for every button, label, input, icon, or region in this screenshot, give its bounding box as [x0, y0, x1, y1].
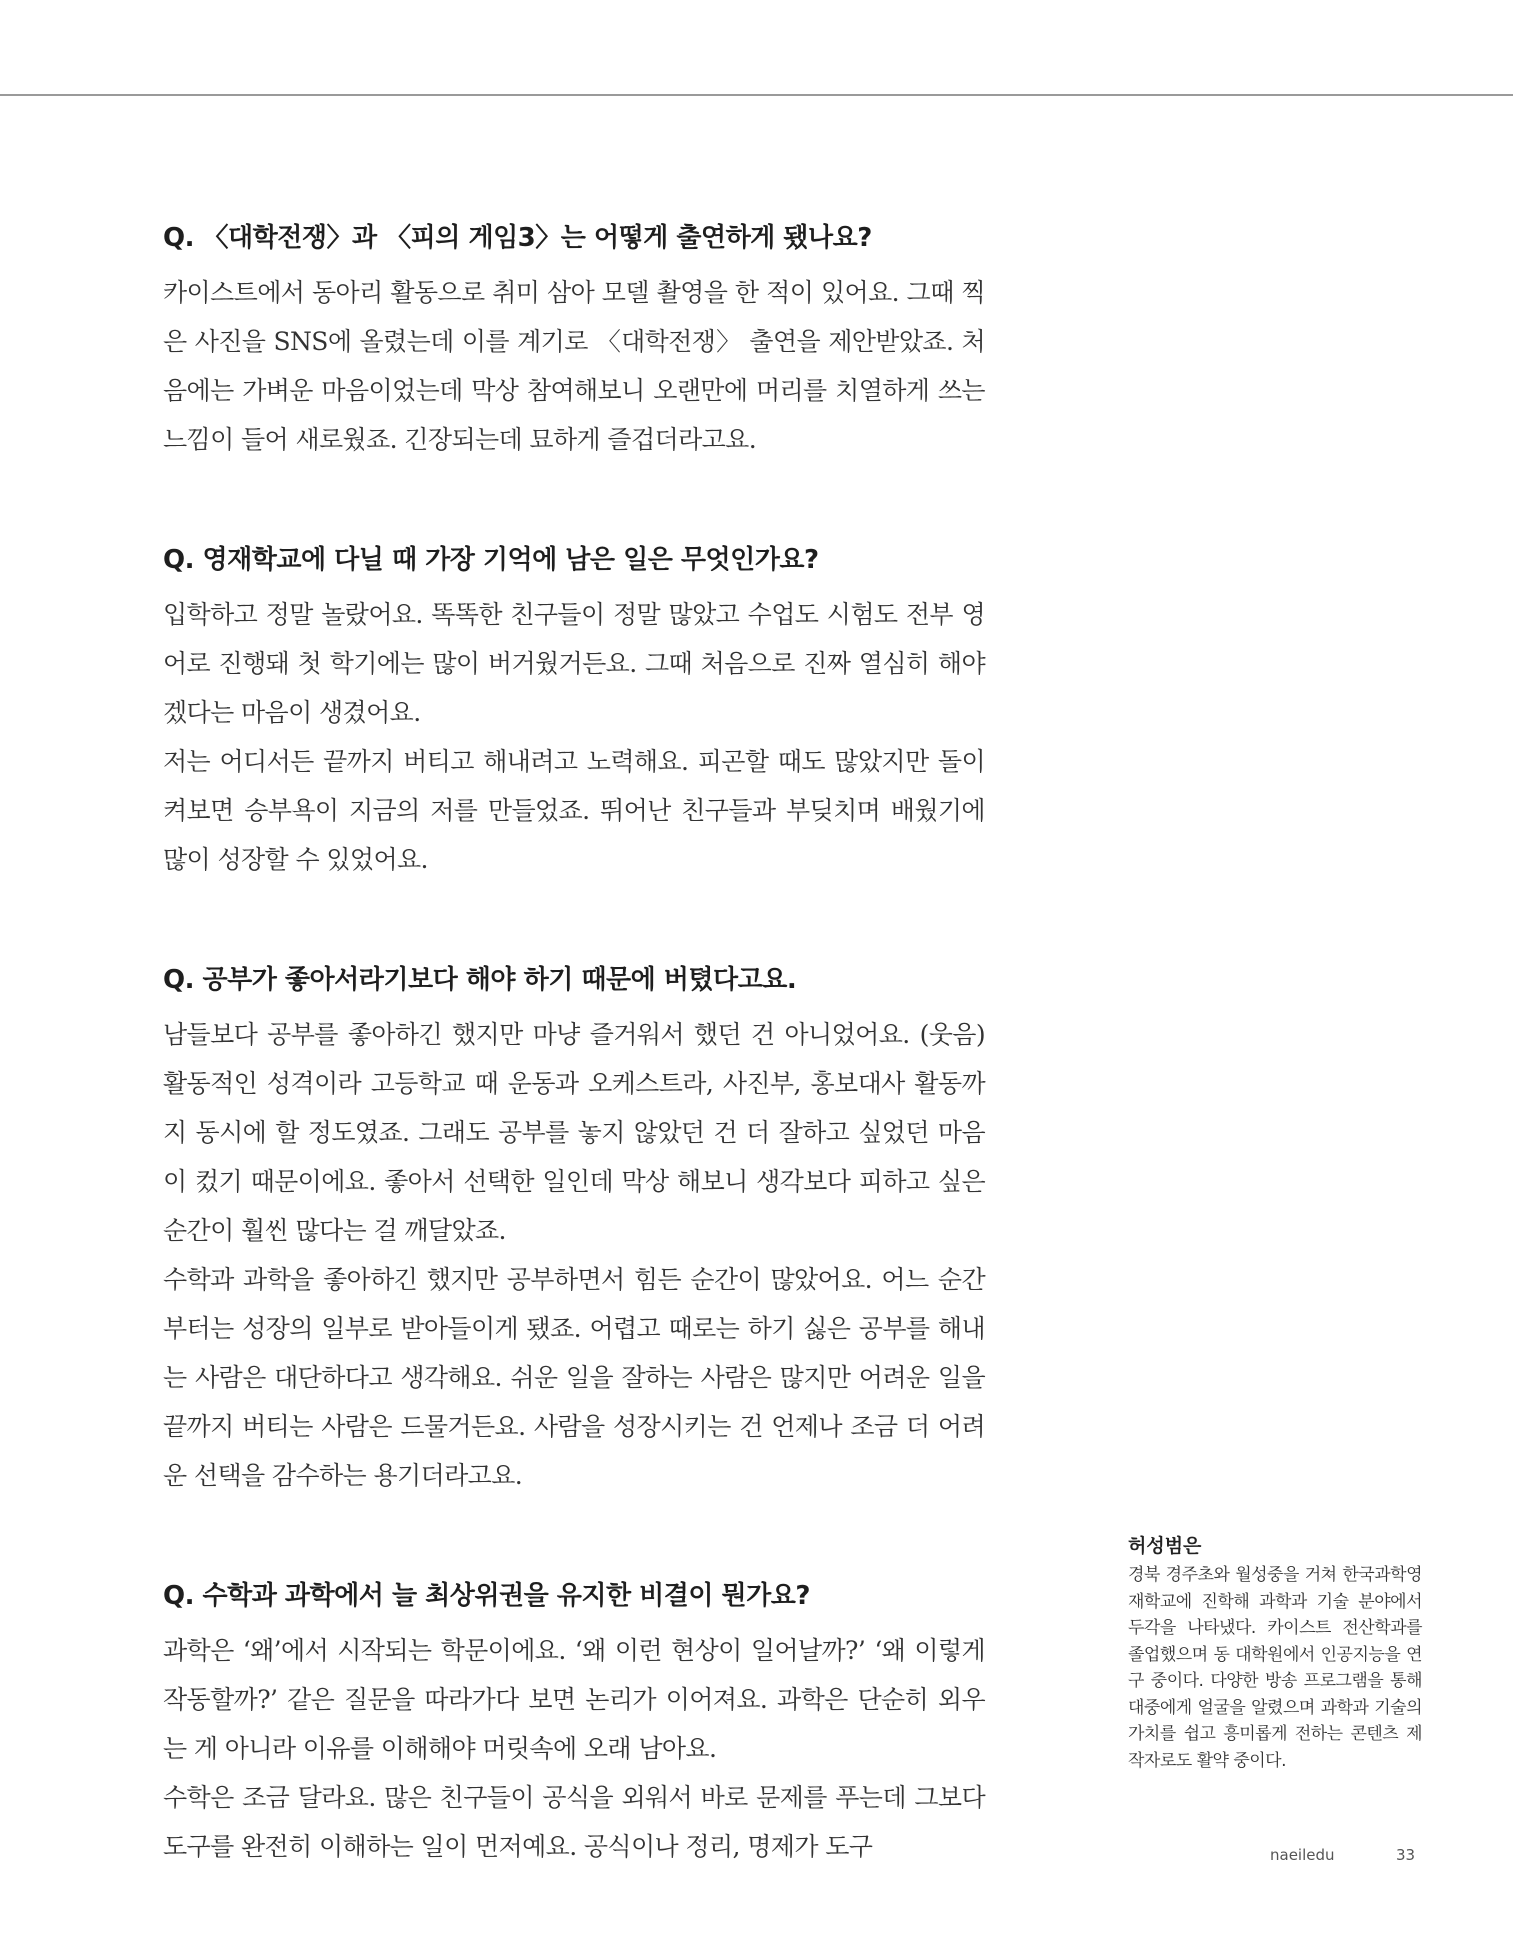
top-divider [0, 94, 1513, 96]
interview-article [163, 212, 985, 1941]
question-heading: Q. 〈대학전쟁〉과 〈피의 게임3〉는 어떻게 출연하게 됐나요? [163, 223, 872, 253]
answer-paragraph: 저는 어디서든 끝까지 버티고 해내려고 노력해요. 피곤할 때도 많았지만 돌이켜보면 승부욕이 지금의 저를 만들었죠. 뛰어난 친구들과 부딪치며 배웠기에 많이 성장할 수 있었어요. [163, 747, 985, 874]
answer-paragraph: 과학은 ‘왜’에서 시작되는 학문이에요. ‘왜 이런 현상이 일어날까?’ ‘왜 이렇게 작동할까?’ 같은 질문을 따라가다 보면 논리가 이어져요. 과학은 단순히 외우는 게 아니라 이유를 이해해야 머릿속에 오래 남아요. [163, 1636, 985, 1763]
question-heading: Q. 영재학교에 다닐 때 가장 기억에 남은 일은 무엇인가요? [163, 545, 819, 575]
qa-section-3 [163, 954, 985, 1500]
question-heading: Q. 공부가 좋아서라기보다 해야 하기 때문에 버텼다고요. [163, 965, 797, 995]
question-heading: Q. 수학과 과학에서 늘 최상위권을 유지한 비결이 뭔가요? [163, 1581, 810, 1611]
profile-bio: 경북 경주초와 월성중을 거쳐 한국과학영재학교에 진학해 과학과 기술 분야에서 두각을 나타냈다. 카이스트 전산학과를 졸업했으며 동 대학원에서 인공지능을 연구 중이다. 다양한 방송 프로그램을 통해 대중에게 얼굴을 알렸으며 과학과 기술의 가치를 쉽고 흥미롭게 전하는 콘텐츠 제작자로도 활약 중이다. [1128, 1565, 1422, 1771]
answer-paragraph: 남들보다 공부를 좋아하긴 했지만 마냥 즐거워서 했던 건 아니었어요. (웃음) 활동적인 성격이라 고등학교 때 운동과 오케스트라, 사진부, 홍보대사 활동까지 동시에 할 정도였죠. 그래도 공부를 놓지 않았던 건 더 잘하고 싶었던 마음이 컸기 때문이에요. 좋아서 선택한 일인데 막상 해보니 생각보다 피하고 싶은 순간이 훨씬 많다는 걸 깨달았죠. [163, 1020, 985, 1245]
profile-sidebar [1128, 1532, 1422, 1774]
page-number: 33 [1396, 1846, 1416, 1864]
answer-paragraph: 입학하고 정말 놀랐어요. 똑똑한 친구들이 정말 많았고 수업도 시험도 전부 영어로 진행돼 첫 학기에는 많이 버거웠거든요. 그때 처음으로 진짜 열심히 해야겠다는 마음이 생겼어요. [163, 600, 985, 727]
publication-name: naeiledu [1270, 1846, 1335, 1864]
profile-name: 허성범은 [1128, 1535, 1202, 1557]
answer-paragraph: 수학과 과학을 좋아하긴 했지만 공부하면서 힘든 순간이 많았어요. 어느 순간부터는 성장의 일부로 받아들이게 됐죠. 어렵고 때로는 하기 싫은 공부를 해내는 사람은 대단하다고 생각해요. 쉬운 일을 잘하는 사람은 많지만 어려운 일을 끝까지 버티는 사람은 드물거든요. 사람을 성장시키는 건 언제나 조금 더 어려운 선택을 감수하는 용기더라고요. [163, 1265, 985, 1490]
qa-section-2 [163, 534, 985, 884]
qa-section-1 [163, 212, 985, 464]
qa-section-4 [163, 1570, 985, 1871]
answer-paragraph: 카이스트에서 동아리 활동으로 취미 삼아 모델 촬영을 한 적이 있어요. 그때 찍은 사진을 SNS에 올렸는데 이를 계기로 〈대학전쟁〉 출연을 제안받았죠. 처음에는 가벼운 마음이었는데 막상 참여해보니 오랜만에 머리를 치열하게 쓰는 느낌이 들어 새로웠죠. 긴장되는데 묘하게 즐겁더라고요. [163, 278, 985, 454]
answer-paragraph: 수학은 조금 달라요. 많은 친구들이 공식을 외워서 바로 문제를 푸는데 그보다 도구를 완전히 이해하는 일이 먼저예요. 공식이나 정리, 명제가 도구 [163, 1783, 985, 1861]
